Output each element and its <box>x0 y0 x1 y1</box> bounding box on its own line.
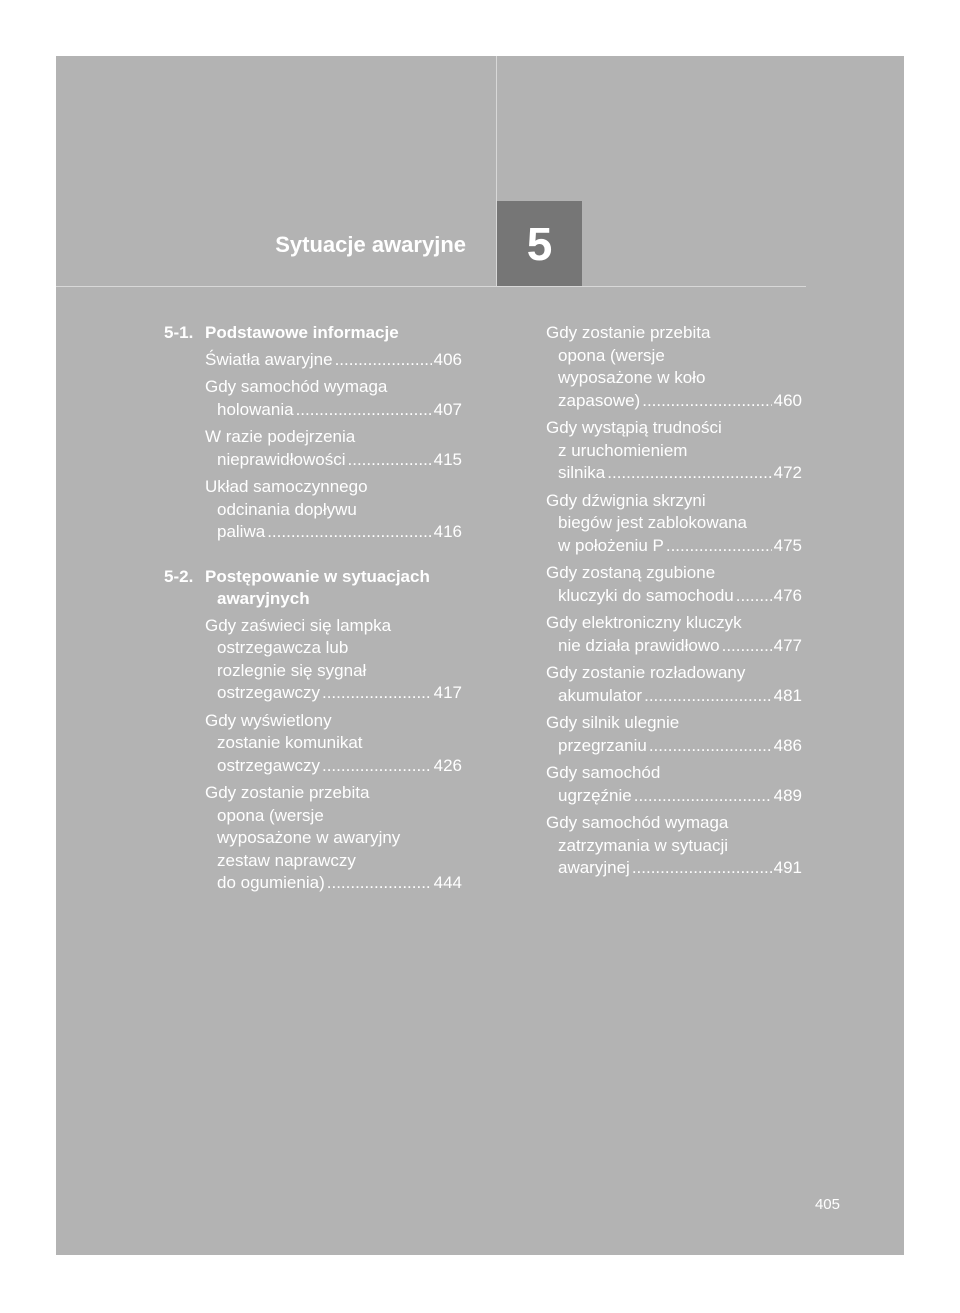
toc-entry[interactable] <box>164 476 462 544</box>
chapter-number: 5 <box>526 217 553 270</box>
toc-entry-line <box>546 322 802 345</box>
toc-entry-text: zatrzymania w sytuacji <box>558 835 729 855</box>
toc-entry-text: Gdy samochód wymaga <box>205 377 388 396</box>
toc-entry-line <box>546 662 802 685</box>
toc-entry-text: nie działa prawidłowo <box>558 635 720 655</box>
toc-entry-text: awaryjnej <box>558 858 630 877</box>
toc-entry-line <box>546 512 802 535</box>
dot-leader <box>632 857 772 880</box>
toc-entry-text: w położeniu P <box>558 535 664 555</box>
toc-entry-text: opona (wersje <box>217 805 324 825</box>
toc-entry-text: wyposażone w awaryjny <box>217 828 401 847</box>
toc-entry-text: ostrzegawczy <box>217 755 320 775</box>
toc-entry-text: biegów jest zablokowana <box>558 513 748 532</box>
toc-entry-line <box>205 476 462 499</box>
toc-entry-line <box>205 872 462 895</box>
toc-entry-line <box>205 449 462 472</box>
toc-page-number: 426 <box>433 755 462 775</box>
toc-entry-line <box>205 521 462 544</box>
toc-entry-line <box>546 835 802 858</box>
toc-column-right <box>546 322 802 885</box>
toc-page-number: 406 <box>433 349 462 369</box>
toc-entry[interactable] <box>164 376 462 421</box>
toc-entry-line <box>205 850 462 873</box>
toc-page-number: 486 <box>773 735 802 755</box>
toc-entry[interactable] <box>546 417 802 485</box>
toc-entry-line <box>546 440 802 463</box>
toc-entry-text: Gdy elektroniczny kluczyk <box>546 613 742 632</box>
dot-leader <box>296 399 432 422</box>
toc-entry-text: Gdy dźwignia skrzyni <box>546 490 706 510</box>
chapter-number-box <box>497 201 582 286</box>
toc-entry-text: opona (wersje <box>558 345 665 365</box>
toc-entry[interactable] <box>546 490 802 558</box>
toc-entry-text: Gdy zostanie przebita <box>546 323 711 342</box>
dot-leader <box>322 682 432 705</box>
toc-entry-line <box>546 812 802 835</box>
toc-entry-text: Gdy silnik ulegnie <box>546 713 680 732</box>
toc-entry-line <box>546 585 802 608</box>
toc-page-number: 476 <box>773 585 802 605</box>
toc-entry-line <box>205 710 462 733</box>
manual-page <box>56 56 904 1255</box>
toc-entry[interactable] <box>546 562 802 607</box>
toc-entry[interactable] <box>546 812 802 880</box>
toc-entry-text: zapasowe) <box>558 390 641 410</box>
toc-entry-line <box>546 712 802 735</box>
toc-entry-text: paliwa <box>217 522 266 541</box>
toc-entry-text: zostanie komunikat <box>217 733 363 752</box>
dot-leader <box>642 390 771 413</box>
toc-entry-text: Gdy zostaną zgubione <box>546 563 716 582</box>
toc-entry-line <box>205 732 462 755</box>
toc-entry-text: odcinania dopływu <box>217 499 357 519</box>
toc-entry-line <box>546 735 802 758</box>
toc-page-number: 417 <box>433 683 462 702</box>
toc-section-heading[interactable] <box>164 322 462 345</box>
dot-leader <box>722 635 772 658</box>
toc-entry-line <box>205 376 462 399</box>
toc-page-number: 481 <box>773 685 802 705</box>
toc-page-number: 491 <box>773 858 802 877</box>
section-number: 5-1. <box>164 323 194 342</box>
dot-leader <box>335 349 432 372</box>
toc-entry[interactable] <box>164 615 462 705</box>
page-number: 405 <box>814 1196 840 1213</box>
toc-entry-text: ugrzęźnie <box>558 785 632 805</box>
dot-leader <box>607 462 771 485</box>
toc-entry-text: z uruchomieniem <box>558 440 688 460</box>
toc-entry-line <box>205 426 462 449</box>
toc-entry-text: Gdy samochód wymaga <box>546 813 729 832</box>
toc-entry[interactable] <box>546 712 802 757</box>
toc-entry[interactable] <box>164 782 462 895</box>
toc-entry-line <box>205 499 462 522</box>
toc-entry-text: holowania <box>217 399 294 419</box>
toc-entry-line <box>546 417 802 440</box>
toc-page-number: 444 <box>433 873 462 892</box>
toc-entry-text: zestaw naprawczy <box>217 850 356 870</box>
toc-entry-line <box>205 399 462 422</box>
toc-entry-line <box>546 612 802 635</box>
toc-entry-line <box>546 635 802 658</box>
dot-leader <box>322 755 432 778</box>
toc-entry-text: Światła awaryjne <box>205 349 333 369</box>
toc-entry-line <box>205 637 462 660</box>
toc-page-number: 407 <box>433 399 462 419</box>
toc-entry[interactable] <box>164 710 462 778</box>
toc-entry-line <box>205 660 462 683</box>
toc-entry[interactable] <box>546 612 802 657</box>
toc-entry-text: ostrzegawcza lub <box>217 638 349 657</box>
section-title: Podstawowe informacje <box>205 323 399 342</box>
toc-entry-line <box>546 345 802 368</box>
toc-entry-text: Gdy zostanie przebita <box>205 783 370 802</box>
dot-leader <box>644 685 772 708</box>
toc-entry-line <box>205 782 462 805</box>
toc-entry[interactable] <box>164 349 462 372</box>
dot-leader <box>267 521 431 544</box>
toc-entry-line <box>205 615 462 638</box>
toc-column-left <box>164 322 462 900</box>
toc-entry-line <box>546 857 802 880</box>
chapter-title: Sytuacje awaryjne <box>275 232 466 257</box>
toc-entry-line <box>546 490 802 513</box>
toc-entry-text: Gdy zostanie rozładowany <box>546 663 746 682</box>
dot-leader <box>666 535 772 558</box>
toc-entry-text: przegrzaniu <box>558 735 647 755</box>
toc-entry-line <box>546 367 802 390</box>
toc-page-number: 475 <box>773 535 802 555</box>
toc-entry-text: rozlegnie się sygnał <box>217 660 367 680</box>
toc-entry-line <box>546 390 802 413</box>
toc-page-number: 472 <box>773 463 802 482</box>
toc-entry-line <box>546 685 802 708</box>
dot-leader <box>327 872 432 895</box>
toc-entry-text: silnika <box>558 463 606 482</box>
toc-entry-text: do ogumienia) <box>217 873 325 892</box>
toc-section-heading[interactable] <box>164 566 462 611</box>
toc-page-number: 415 <box>433 449 462 469</box>
toc-entry-text: ostrzegawczy <box>217 683 320 702</box>
toc-entry-text: Gdy wyświetlony <box>205 710 332 730</box>
toc-entry-text: akumulator <box>558 685 643 705</box>
toc-entry-line <box>546 462 802 485</box>
toc-page-number: 460 <box>773 390 802 410</box>
toc-entry[interactable] <box>546 662 802 707</box>
toc-entry-line <box>546 762 802 785</box>
toc-entry-line <box>205 682 462 705</box>
toc-entry-line <box>205 349 462 372</box>
toc-entry-line <box>546 562 802 585</box>
section-title: Postępowanie w sytuacjach awaryjnych <box>205 566 430 608</box>
toc-entry-text: Układ samoczynnego <box>205 477 368 496</box>
toc-entry-line <box>205 755 462 778</box>
toc-entry-text: Gdy wystąpią trudności <box>546 418 722 437</box>
toc-entry-text: W razie podejrzenia <box>205 427 356 446</box>
toc-entry-text: wyposażone w koło <box>558 368 706 387</box>
dot-leader <box>649 735 772 758</box>
dot-leader <box>736 585 772 608</box>
toc-entry[interactable] <box>164 426 462 471</box>
toc-page-number: 416 <box>433 522 462 541</box>
toc-page-number: 477 <box>773 635 802 655</box>
toc-entry[interactable] <box>546 322 802 412</box>
toc-entry[interactable] <box>546 762 802 807</box>
toc-entry-line <box>205 827 462 850</box>
dot-leader <box>348 449 432 472</box>
toc-entry-line <box>205 805 462 828</box>
toc-page-number: 489 <box>773 785 802 805</box>
section-gap <box>164 549 462 566</box>
toc-entry-line <box>546 785 802 808</box>
toc-entry-text: Gdy samochód <box>546 763 661 782</box>
toc-entry-text: nieprawidłowości <box>217 449 346 469</box>
dot-leader <box>634 785 772 808</box>
toc-entry-text: Gdy zaświeci się lampka <box>205 615 392 635</box>
horizontal-divider <box>56 286 806 287</box>
toc-entry-text: kluczyki do samochodu <box>558 585 734 605</box>
section-number: 5-2. <box>164 566 194 586</box>
toc-entry-line <box>546 535 802 558</box>
